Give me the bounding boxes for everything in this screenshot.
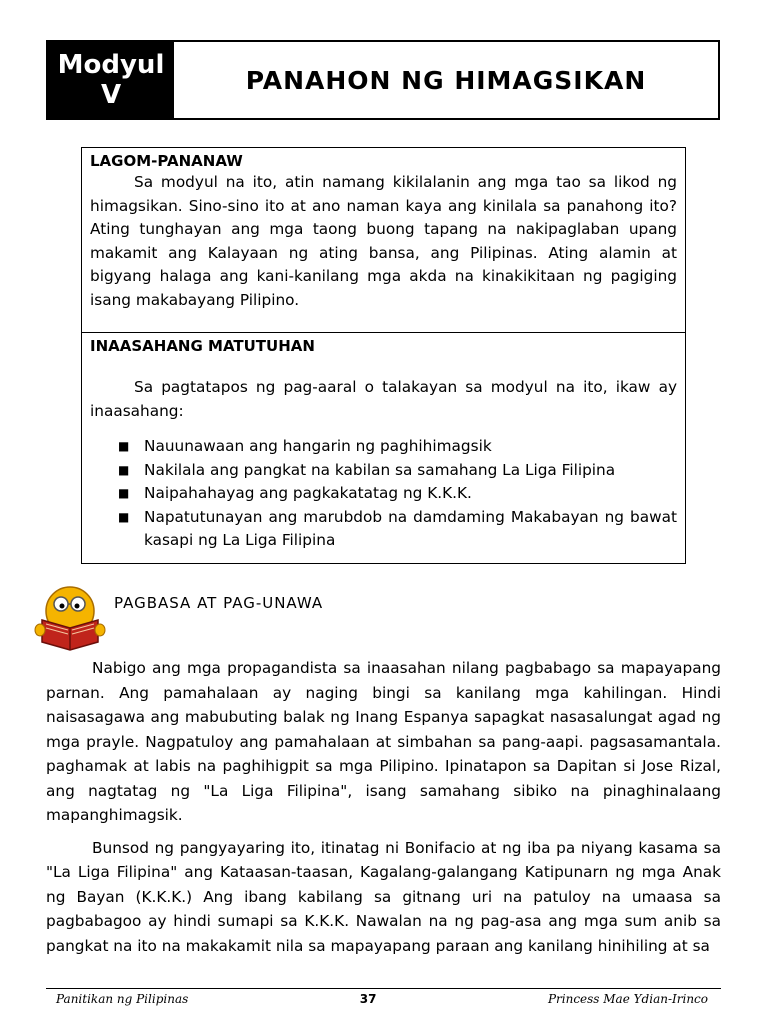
- objectives-heading: INAASAHANG MATUTUHAN: [90, 337, 315, 355]
- reading-section-header: [30, 578, 323, 652]
- square-bullet-icon: ■: [118, 509, 130, 524]
- module-title: PANAHON NG HIMAGSIKAN: [245, 65, 647, 95]
- reading-heading: PAGBASA AT PAG-UNAWA: [114, 594, 324, 612]
- module-label: Modyul: [57, 50, 165, 80]
- footer-author: Princess Mae Ydian-Irinco: [547, 992, 708, 1006]
- list-item: ■ Nakilala ang pangkat na kabilan sa samahang La Liga Filipina: [118, 459, 677, 483]
- square-bullet-icon: ■: [118, 462, 130, 477]
- page-number: 37: [359, 992, 377, 1006]
- lagom-section: [82, 148, 685, 333]
- reading-body: [46, 656, 721, 966]
- lagom-text: Sa modyul na ito, atin namang kikilalanin ang mga tao sa likod ng himagsikan. Sino-sino ito at ano naman kaya ang kinilala sa panahong ito? Ating tunghayan ang mga taong buong tapang na nakipaglaban upang makamit ang Kalayaan ng ating bansa, ang Pilipinas. Ating alamin at bigyang halaga ang kani-kanilang mga akda na kinakikitaan ng pagiging isang makabayang Pilipino.: [90, 173, 677, 309]
- square-bullet-icon: ■: [118, 439, 130, 453]
- module-number-block: [48, 42, 174, 118]
- overview-box: [81, 147, 686, 564]
- list-item: ■ Nauunawaan ang hangarin ng paghihimagsik: [118, 435, 677, 459]
- reading-paragraph: Bunsod ng pangyayaring ito, itinatag ni Bonifacio at ng iba pa niyang kasama sa "La Liga Filipina" ang Kataasan-taasan, Kagalang-galangang Katipunarn ng mga Anak ng Bayan (K.K.K.) Ang ibang kabilang sa gitnang uri na patuloy na umaasa sa pagbabagoo ay hindi sumapi sa K.K.K. Nawalan na ng pag-asa ang mga sum anib sa pangkat na ito na makakamit nila sa mapayapang paraan ang kanilang hinihiling at sa: [46, 838, 721, 955]
- module-header: [46, 40, 720, 120]
- reading-paragraph: Nabigo ang mga propagandista sa inaasahan nilang pagbabago sa mapayapang parnan. Ang pamahalaan ay naging bingi sa kanilang mga kahilingan. Hindi naisasagawa ang mabubuting balak ng Inang Espanya sapagkat nasasalungat agad ng mga prayle. Nagpatuloy ang pamahalaan at simbahan sa pang-aapi. pagsasamantala. paghamak at labis na paghihigpit sa mga Pilipino. Ipinatapon sa Dapitan si Jose Rizal, ang nagtatag ng "La Liga Filipina", isang samahang sibiko na pinaghinalaang mapanghimagsik.: [46, 659, 721, 824]
- module-number: V: [100, 80, 122, 110]
- list-item: ■ Naipahahayag ang pagkakatatag ng K.K.K.: [118, 482, 677, 506]
- square-bullet-icon: ■: [118, 486, 130, 500]
- footer-divider: [46, 988, 721, 989]
- footer-book-title: Panitikan ng Pilipinas: [56, 992, 189, 1006]
- page-footer: [56, 992, 708, 1006]
- emoji-reading-book-icon: [30, 578, 108, 652]
- objectives-section: [82, 333, 685, 553]
- objectives-intro: Sa pagtatapos ng pag-aaral o talakayan sa modyul na ito, ikaw ay inaasahang:: [90, 378, 677, 420]
- lagom-heading: LAGOM-PANANAW: [90, 152, 243, 170]
- list-item: ■ Napatutunayan ang marubdob na damdaming Makabayan ng bawat kasapi ng La Liga Filipina: [118, 507, 677, 549]
- objectives-list: [118, 435, 677, 553]
